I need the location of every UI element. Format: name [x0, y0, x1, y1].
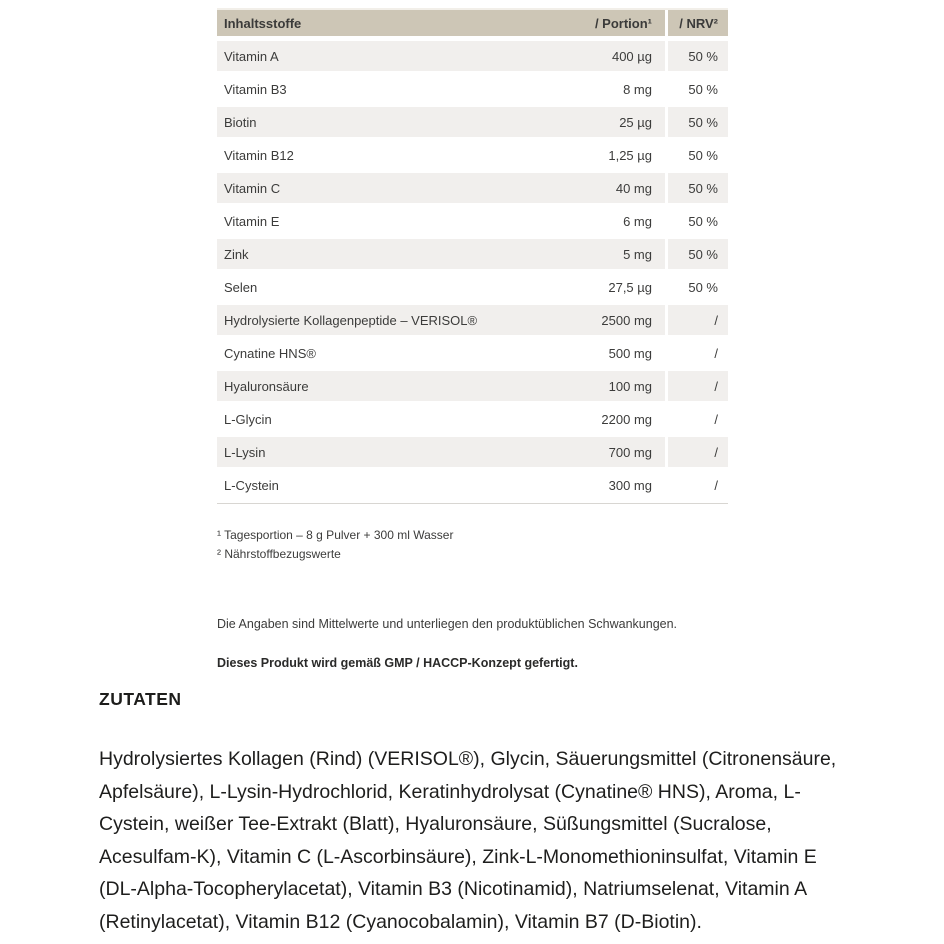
- cell-portion: 6 mg: [623, 213, 652, 229]
- cell-nrv: 50 %: [665, 173, 728, 203]
- cell-name: Cynatine HNS®: [224, 345, 316, 361]
- cell-nrv: /: [665, 404, 728, 434]
- footnote-nrv: ² Nährstoffbezugswerte: [217, 547, 341, 561]
- table-row: [217, 41, 728, 71]
- cell-portion: 27,5 µg: [608, 279, 652, 295]
- table-row: [217, 173, 728, 203]
- table-row: [217, 140, 728, 170]
- table-row: [217, 107, 728, 137]
- note-gmp-haccp: Dieses Produkt wird gemäß GMP / HACCP-Konzept gefertigt.: [217, 656, 578, 670]
- table-row: [217, 272, 728, 302]
- cell-portion: 1,25 µg: [608, 147, 652, 163]
- cell-portion: 40 mg: [615, 180, 652, 196]
- cell-portion: 25 µg: [619, 114, 652, 130]
- cell-nrv: /: [665, 470, 728, 500]
- footnotes: [217, 526, 453, 564]
- cell-name: Vitamin B3: [224, 81, 287, 97]
- cell-name: Hydrolysierte Kollagenpeptide – VERISOL®: [224, 312, 478, 328]
- nutrition-table: [217, 8, 728, 504]
- nutrition-table-header: [217, 8, 728, 36]
- cell-nrv: 50 %: [665, 41, 728, 71]
- note-average-values: Die Angaben sind Mittelwerte und unterliegen den produktüblichen Schwankungen.: [217, 617, 678, 631]
- cell-nrv: /: [665, 305, 728, 335]
- cell-nrv: /: [665, 437, 728, 467]
- footnote-serving: ¹ Tagesportion – 8 g Pulver + 300 ml Wasser: [217, 528, 454, 542]
- cell-nrv: 50 %: [665, 74, 728, 104]
- ingredients-heading: ZUTATEN: [99, 689, 182, 709]
- table-row: [217, 437, 728, 467]
- table-row: [217, 470, 728, 500]
- table-row: [217, 239, 728, 269]
- table-bottom-divider: [217, 503, 728, 504]
- cell-nrv: /: [665, 338, 728, 368]
- cell-portion: 8 mg: [623, 81, 652, 97]
- cell-portion: 100 mg: [608, 378, 652, 394]
- table-row: [217, 305, 728, 335]
- cell-name: Vitamin C: [224, 180, 281, 196]
- cell-portion: 2500 mg: [601, 312, 652, 328]
- header-nrv-label: / NRV²: [665, 10, 728, 36]
- cell-portion: 400 µg: [611, 48, 652, 64]
- cell-name: Vitamin E: [224, 213, 280, 229]
- cell-name: Zink: [224, 246, 249, 262]
- cell-nrv: /: [665, 371, 728, 401]
- cell-nrv: 50 %: [665, 206, 728, 236]
- cell-name: Biotin: [224, 114, 257, 130]
- ingredients-paragraph: Hydrolysiertes Kollagen (Rind) (VERISOL®), Glycin, Säuerungsmittel (Citronensäure, Apfelsäure), L-Lysin-Hydrochlorid, Keratinhydrolysat (Cynatine® HNS), Aroma, L-Cystein, weißer Tee-Extrakt (Blatt), Hyaluronsäure, Süßungsmittel (Sucralose, Acesulfam-K), Vitamin C (L-Ascorbinsäure), Zink-L-Monomethioninsulfat, Vitamin E (DL-Alpha-Tocopherylacetat), Vitamin B3 (Nicotinamid), Natriumselenat, Vitamin A (Retinylacetat), Vitamin B12 (Cyanocobalamin), Vitamin B7 (D-Biotin).: [99, 748, 837, 933]
- cell-nrv: 50 %: [665, 107, 728, 137]
- table-row: [217, 338, 728, 368]
- cell-portion: 500 mg: [608, 345, 652, 361]
- nutrition-table-body: [217, 41, 728, 500]
- header-portion-label: / Portion¹: [594, 15, 652, 31]
- header-ingredients-label: Inhaltsstoffe: [224, 15, 302, 31]
- cell-name: Hyaluronsäure: [224, 378, 309, 394]
- cell-nrv: 50 %: [665, 272, 728, 302]
- cell-nrv: 50 %: [665, 140, 728, 170]
- cell-portion: 2200 mg: [601, 411, 652, 427]
- cell-name: L-Cystein: [224, 477, 279, 493]
- table-row: [217, 206, 728, 236]
- cell-name: L-Lysin: [224, 444, 266, 460]
- cell-portion: 300 mg: [608, 477, 652, 493]
- table-row: [217, 371, 728, 401]
- cell-portion: 700 mg: [608, 444, 652, 460]
- cell-name: Selen: [224, 279, 258, 295]
- cell-name: Vitamin B12: [224, 147, 294, 163]
- cell-name: Vitamin A: [224, 48, 279, 64]
- cell-name: L-Glycin: [224, 411, 272, 427]
- table-row: [217, 404, 728, 434]
- cell-nrv: 50 %: [665, 239, 728, 269]
- table-row: [217, 74, 728, 104]
- cell-portion: 5 mg: [623, 246, 652, 262]
